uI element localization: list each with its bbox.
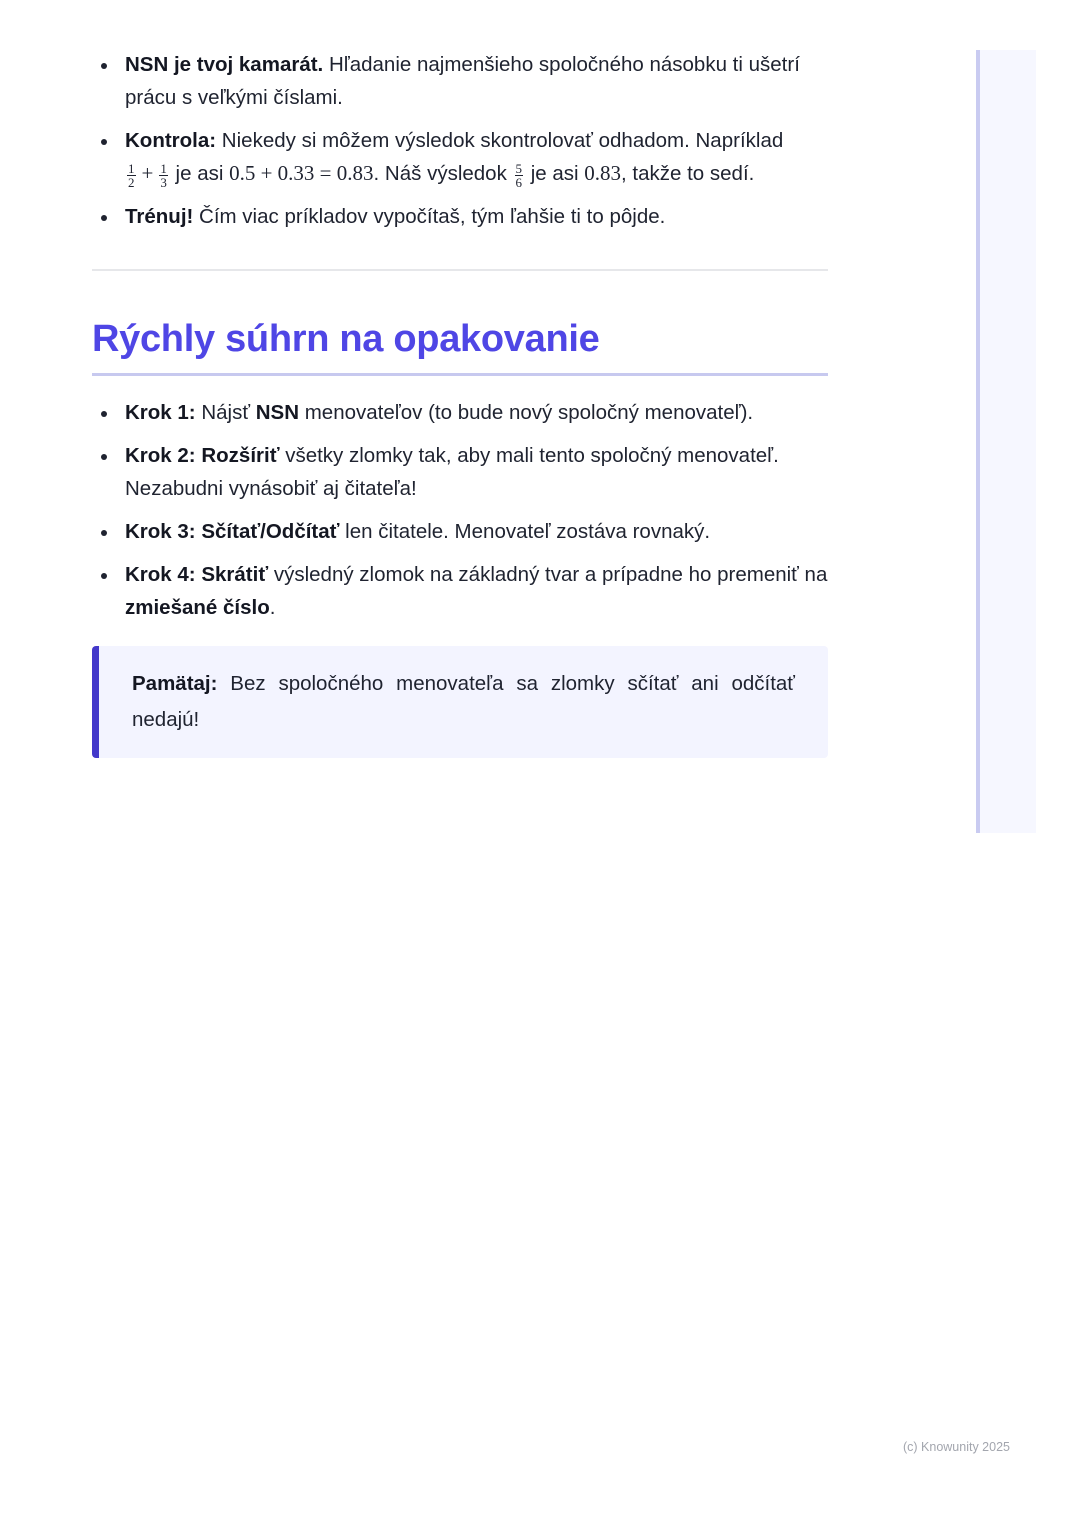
list-item: Krok 4: Skrátiť výsledný zlomok na základný tvar a prípadne ho premeniť na zmiešané číslo. — [92, 558, 828, 624]
fraction: $\frac{5}{6}$ — [515, 161, 523, 191]
list-item: Trénuj! Čím viac príkladov vypočítaš, tým ľahšie ti to pôjde. — [92, 200, 828, 233]
footer-copyright: (c) Knowunity 2025 — [902, 1440, 1010, 1454]
section-title: Rýchly súhrn na opakovanie — [92, 315, 828, 376]
list-item: Kontrola: Niekedy si môžem výsledok skontrolovať odhadom. Napríklad $\frac{1}{2}$ + $\frac{1}{3}$ je asi 0.5 + 0.33 = 0.83. Náš výsledok $\frac{5}{6}$ je asi 0.83, takže to sedí. — [92, 124, 828, 190]
side-panel — [976, 50, 1036, 833]
list-item: NSN je tvoj kamarát. Hľadanie najmenšieho spoločného násobku ti ušetrí prácu s veľkými číslami. — [92, 48, 828, 114]
list-item: Krok 2: Rozšíriť všetky zlomky tak, aby mali tento spoločný menovateľ. Nezabudni vynásobiť aj čitateľa! — [92, 439, 828, 505]
fraction: $\frac{1}{3}$ — [160, 161, 167, 191]
math-expression: 0.5 + 0.33 = 0.83 — [229, 161, 374, 185]
remember-callout: Pamätaj: Bez spoločného menovateľa sa zlomky sčítať ani odčítať nedajú! — [92, 646, 828, 758]
list-item: Krok 3: Sčítať/Odčítať len čitatele. Menovateľ zostáva rovnaký. — [92, 515, 828, 548]
document-content — [92, 48, 828, 758]
list-item: Krok 1: Nájsť NSN menovateľov (to bude nový spoločný menovateľ). — [92, 396, 828, 429]
math-expression: 0.83 — [584, 161, 622, 185]
steps-list — [92, 396, 828, 624]
fraction: $\frac{1}{2}$ — [128, 161, 135, 191]
tips-list — [92, 48, 828, 233]
section-divider — [92, 269, 828, 271]
